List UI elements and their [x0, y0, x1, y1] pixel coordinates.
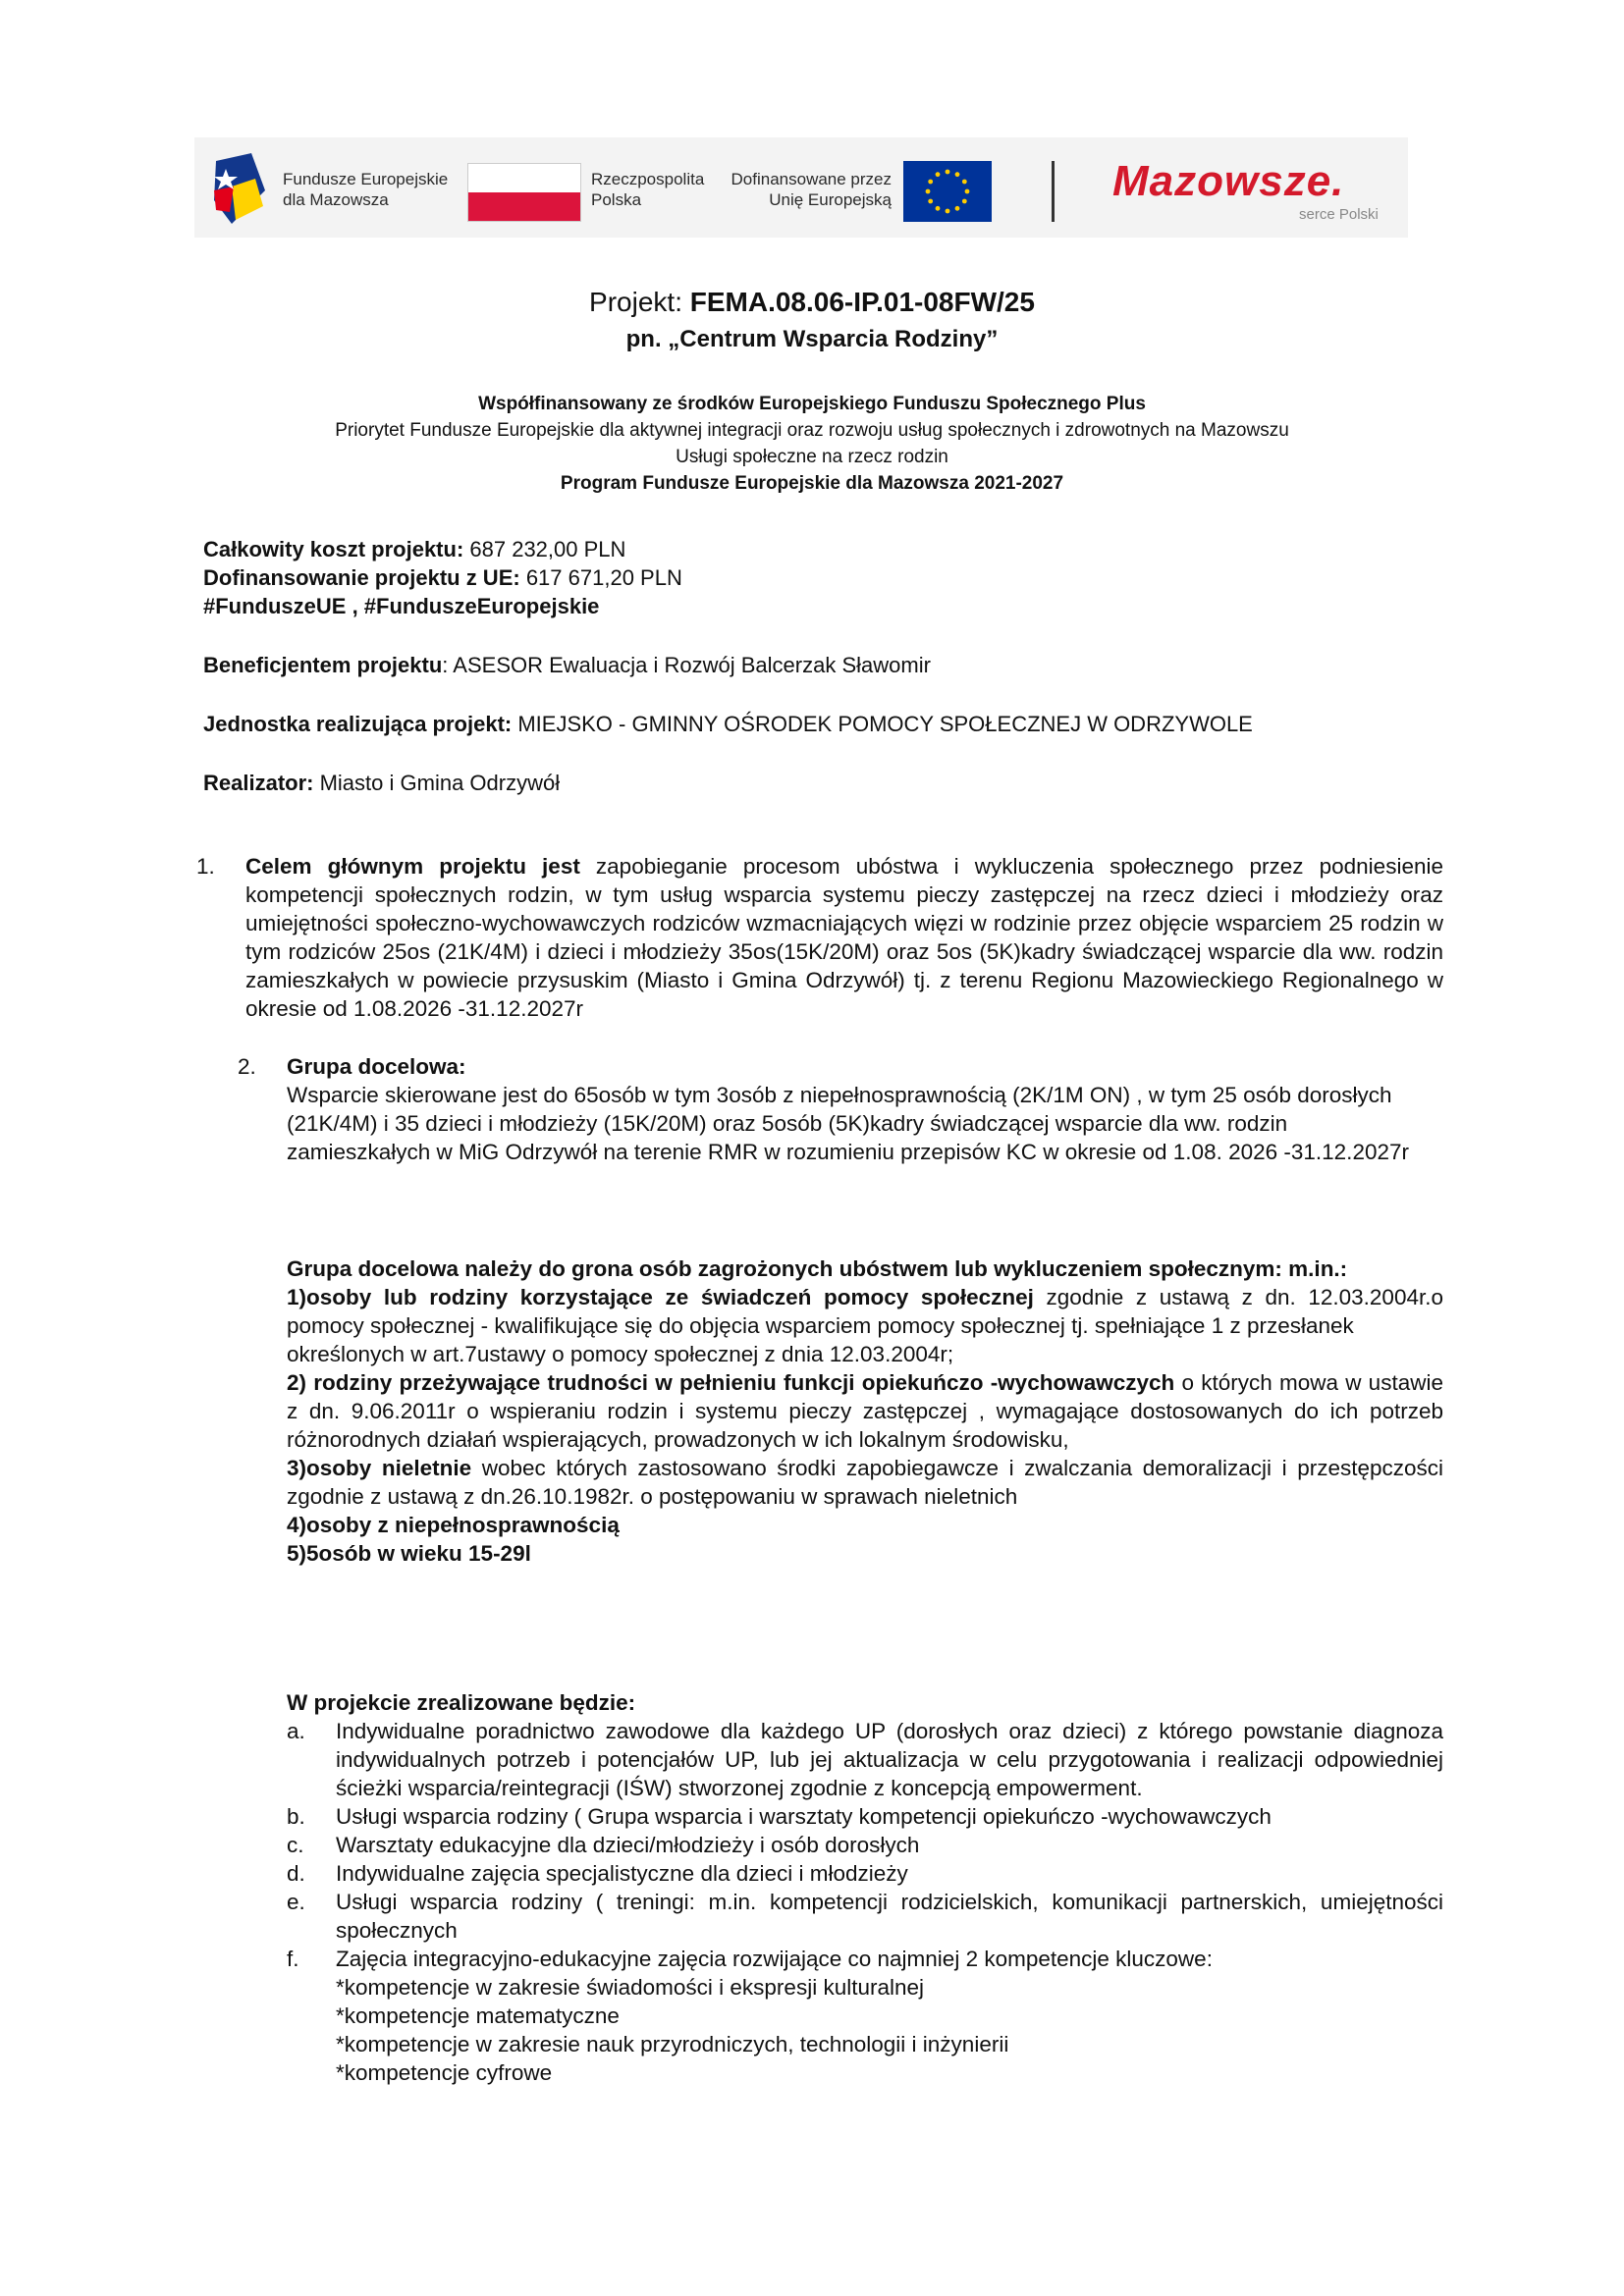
eu-funding-value: 617 671,20 PLN [519, 565, 682, 590]
eu-star [955, 206, 960, 211]
implementing-unit [203, 710, 1253, 738]
competence-item: *kompetencje w zakresie nauk przyrodniczych, technologii i inżynierii [336, 2032, 1009, 2056]
criterion-2-text: o których mowa w ustawie z dn. 9.06.2011r o wspieraniu rodzin i systemu pieczy zastępczej , wymagające dostosowanych do ich potrzeb różnorodnych działań wspierających, prowadzonych w ich lokalnym środowisku, [287, 1370, 1443, 1452]
eu-funding [203, 563, 682, 592]
item-letter: d. [287, 1861, 305, 1886]
eu-star [926, 189, 931, 194]
eu-star [936, 206, 941, 211]
eu-funding-label: Dofinansowanie projektu z UE: [203, 565, 520, 590]
section1-text [245, 852, 1443, 1023]
criterion-5-title: 5)5osób w wieku 15-29l [287, 1541, 531, 1566]
eu-star [946, 209, 950, 214]
mazowsze-tagline: serce Polski [1299, 206, 1379, 223]
beneficiary-value: : ASESOR Ewaluacja i Rozwój Balcerzak Sławomir [442, 653, 931, 677]
competence-item: *kompetencje w zakresie świadomości i ekspresji kulturalnej [336, 1975, 924, 2000]
competence-item: *kompetencje cyfrowe [336, 2060, 553, 2085]
eu-logo-text [725, 169, 892, 210]
criterion-1 [287, 1283, 1443, 1340]
project-prefix: Projekt: [589, 287, 690, 317]
item-text: Warsztaty edukacyjne dla dzieci/młodzieży i osób dorosłych [336, 1833, 920, 1857]
realizer-label: Realizator: [203, 771, 314, 795]
beneficiary-label: Beneficjentem projektu [203, 653, 443, 677]
section-main-goal [196, 852, 1443, 1023]
pl-line1: Rzeczpospolita [591, 170, 705, 188]
pl-logo-text [591, 169, 704, 210]
eu-line1: Dofinansowane przez [731, 170, 892, 188]
criterion-1-text2: określonych w art.7ustawy o pomocy społecznej z dnia 12.03.2004r; [287, 1342, 954, 1366]
fe-line1: Fundusze Europejskie [283, 170, 449, 188]
service-line: Usługi społeczne na rzecz rodzin [676, 447, 948, 467]
section2-title: Grupa docelowa: [287, 1054, 466, 1079]
logo-bar [194, 137, 1408, 238]
program-line: Program Fundusze Europejskie dla Mazowsza 2021-2027 [560, 473, 1064, 494]
list-item [287, 1831, 1443, 1859]
item-text: Usługi wsparcia rodziny ( treningi: m.in. kompetencji rodzicielskich, komunikacji partnerskich, umiejętności społecznych [336, 1890, 1443, 1943]
eu-star [955, 172, 960, 177]
competence-item: *kompetencje matematyczne [336, 2003, 620, 2028]
priority-line: Priorytet Fundusze Europejskie dla aktywnej integracji oraz rozwoju usług społecznych i zdrowotnych na Mazowszu [335, 420, 1289, 441]
section-target-group [238, 1052, 1435, 1166]
total-cost [203, 535, 625, 563]
item-letter: a. [287, 1719, 305, 1743]
eu-star [962, 180, 967, 185]
item-text: Indywidualne poradnictwo zawodowe dla każdego UP (dorosłych oraz dzieci) z którego powstanie diagnoza indywidualnych potrzeb i potencjałów UP, lub jej aktualizacja w celu przygotowania i realizacji odpowiedniej ścieżki wsparcia/reintegracji (IŚW) stworzonej zgodnie z koncepcją empowerment. [336, 1719, 1443, 1800]
eu-star [965, 189, 970, 194]
project-code: FEMA.08.06-IP.01-08FW/25 [689, 287, 1035, 317]
eu-star [928, 199, 933, 204]
fe-line2: dla Mazowsza [283, 190, 389, 209]
eu-star [962, 199, 967, 204]
beneficiary [203, 651, 931, 679]
unit-label: Jednostka realizująca projekt: [203, 712, 513, 736]
realizer [203, 769, 560, 797]
eu-line2: Unię Europejską [769, 190, 892, 209]
fe-logo-text [283, 169, 448, 210]
section2-number: 2. [238, 1054, 256, 1079]
project-name: pn. „Centrum Wsparcia Rodziny” [625, 326, 999, 352]
criterion-3-text: wobec których zastosowano środki zapobiegawcze i zwalczania demoralizacji i przestępczości zgodnie z ustawą z dn.26.10.1982r. o postępowaniu w sprawach nieletnich [287, 1456, 1444, 1509]
pl-line2: Polska [591, 190, 642, 209]
section2-text: Wsparcie skierowane jest do 65osób w tym 3osób z niepełnosprawnością (2K/1M ON) , w tym 25 osób dorosłych (21K/4M) i 35 dzieci i młodzieży (15K/20M) oraz 5osób (5K)kadry świadczącej wsparcie dla ww. rodzin zamieszkałych w MiG Odrzywół na terenie RMR w rozumieniu przepisów KC w okresie od 1.08. 2026 -31.12.2027r [287, 1083, 1409, 1164]
fe-logo-icon [212, 151, 269, 226]
total-cost-value: 687 232,00 PLN [463, 537, 626, 561]
realizer-value: Miasto i Gmina Odrzywół [313, 771, 561, 795]
section3-heading: Grupa docelowa należy do grona osób zagrożonych ubóstwem lub wykluczeniem społecznym: m.in.: [287, 1256, 1348, 1281]
section1-body: zapobieganie procesom ubóstwa i wykluczenia społecznego przez podniesienie kompetencji społecznych rodzin, w tym usług wsparcia systemu pieczy zastępczej na rzecz dzieci i młodzieży oraz umiejętności społeczno-wychowawczych rodziców wzmacniających więzi w rodzinie przez objęcie wsparciem 25 rodzin w tym rodziców 25os (21K/4M) i dzieci i młodzieży 35os(15K/20M) oraz 5os (5K)kadry świadczącej wsparcie dla ww. rodzin zamieszkałych w powiecie przysuskim (Miasto i Gmina Odrzywół) tj. z terenu Regionu Mazowieckiego Regionalnego w okresie od 1.08.2026 -31.12.2027r [245, 854, 1443, 1021]
unit-value: MIEJSKO - GMINNY OŚRODEK POMOCY SPOŁECZNEJ W ODRZYWOLE [512, 712, 1253, 736]
item-letter: b. [287, 1804, 305, 1829]
mazowsze-logo: Mazowsze. [1112, 157, 1345, 205]
hashtags-text: #FunduszeUE , #FunduszeEuropejskie [203, 594, 600, 618]
item-text: Zajęcia integracyjno-edukacyjne zajęcia rozwijające co najmniej 2 kompetencje kluczowe: [336, 1947, 1213, 1971]
cofinancing-line: Współfinansowany ze środków Europejskiego Funduszu Społecznego Plus [478, 394, 1146, 414]
project-title [0, 287, 1624, 318]
criterion-3-title: 3)osoby nieletnie [287, 1456, 472, 1480]
section1-lead: Celem głównym projektu jest [245, 854, 580, 879]
item-text: Indywidualne zajęcia specjalistyczne dla dzieci i młodzieży [336, 1861, 908, 1886]
section4-heading: W projekcie zrealizowane będzie: [287, 1690, 636, 1715]
criterion-1-title: 1)osoby lub rodziny korzystające ze świadczeń pomocy społecznej [287, 1285, 1034, 1309]
item-letter: c. [287, 1833, 304, 1857]
section-risk-groups [287, 1255, 1443, 1568]
item-letter: f. [287, 1947, 299, 1971]
criterion-2 [287, 1368, 1443, 1454]
list-item [287, 1802, 1443, 1831]
eu-star [946, 170, 950, 175]
hashtags [203, 592, 599, 620]
criterion-4-title: 4)osoby z niepełnosprawnością [287, 1513, 620, 1537]
criterion-1-text: zgodnie z ustawą z dn. 12.03.2004r.o pomocy społecznej - kwalifikujące się do objęcia wsparciem pomocy społecznej tj. spełniające 1 z przesłanek [287, 1285, 1443, 1338]
section-activities [287, 1688, 1443, 2087]
list-item [287, 1859, 1443, 1888]
list-item [287, 1888, 1443, 1945]
poland-flag-icon [467, 163, 581, 222]
eu-star [928, 180, 933, 185]
eu-star [936, 172, 941, 177]
eu-flag-icon [903, 161, 992, 222]
item-text: Usługi wsparcia rodziny ( Grupa wsparcia i warsztaty kompetencji opiekuńczo -wychowawczych [336, 1804, 1272, 1829]
criterion-2-title: 2) rodziny przeżywające trudności w pełnieniu funkcji opiekuńczo -wychowawczych [287, 1370, 1175, 1395]
logo-divider [1052, 161, 1055, 222]
total-cost-label: Całkowity koszt projektu: [203, 537, 464, 561]
item-letter: e. [287, 1890, 305, 1914]
list-item [287, 1717, 1443, 1802]
section1-number: 1. [196, 854, 215, 879]
list-item [287, 1945, 1443, 2087]
criterion-3 [287, 1454, 1443, 1511]
